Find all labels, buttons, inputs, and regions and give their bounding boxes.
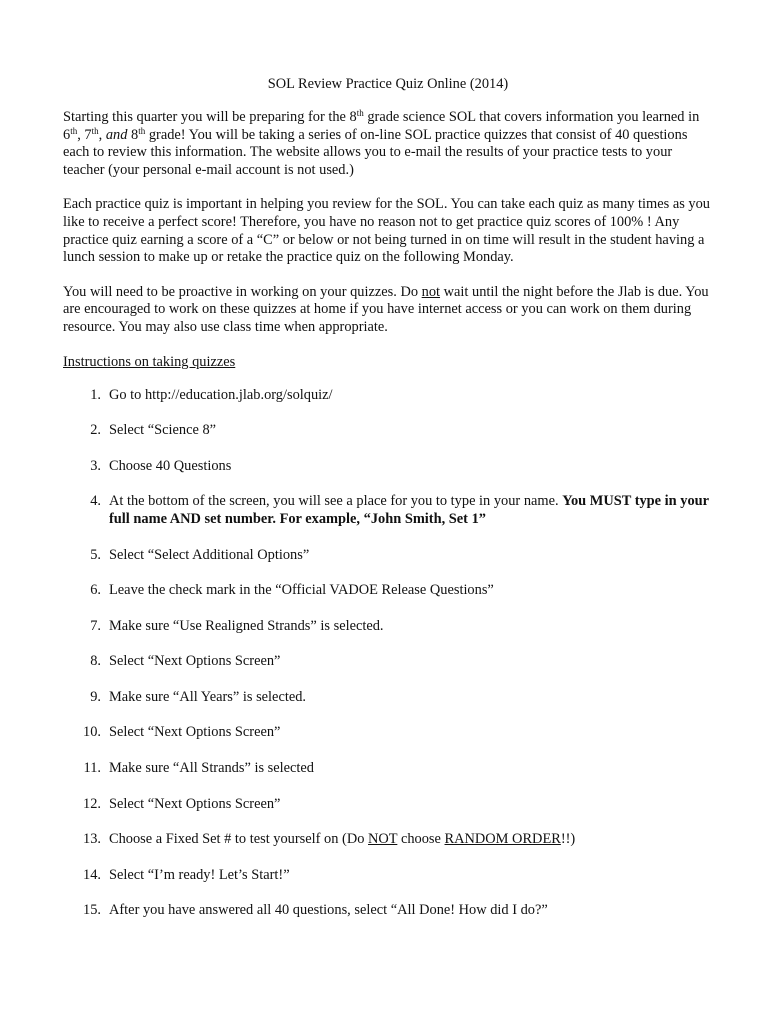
scoring-paragraph: Each practice quiz is important in helping you review for the SOL. You can take each quiz as many times as you like to receive a perfect score! Therefore, you have no reason not to get practice quiz scores of 100% ! Any practice quiz earning a score of a “C” or below or not being turned in on time will result in the student having a lunch session to make up or retake the practice quiz on the following Monday. [63,196,711,266]
text-run: Choose a Fixed Set # to test yourself on (Do [109,831,369,848]
text-run: choose [397,831,445,848]
instructions-heading: Instructions on taking quizzes [63,353,236,370]
underlined-text: NOT [368,831,398,848]
step-text: Select “Science 8” [109,422,217,439]
step-text: Select “Next Options Screen” [109,724,281,741]
step-number: 11. [83,760,101,777]
list-item [63,458,713,476]
list-item [63,796,713,814]
list-item [63,547,713,565]
step-number: 10. [83,724,101,741]
step-text: Leave the check mark in the “Official VADOE Release Questions” [109,582,494,599]
step-text: After you have answered all 40 questions, select “All Done! How did I do?” [109,902,548,919]
superscript: th [70,125,78,136]
step-text: Select “Next Options Screen” [109,653,281,670]
intro-paragraph [63,109,713,179]
proactive-paragraph [63,284,713,337]
list-item [63,493,713,528]
list-item [63,618,713,636]
step-text: Select “Next Options Screen” [109,795,281,812]
step-text: Select “Select Additional Options” [109,546,310,563]
step-text: Choose 40 Questions [109,457,232,474]
list-item [63,582,713,600]
text-run: Starting this quarter you will be preparing for the 8 [63,109,357,125]
instructions-list [63,387,713,921]
step-number: 1. [90,386,101,403]
step-number: 15. [83,902,101,919]
step-text: Select “I’m ready! Let’s Start!” [109,866,290,883]
superscript: th [138,125,146,136]
underlined-text: not [421,283,441,300]
step-text [109,493,713,528]
text-run: wait until the night before the Jlab is due. You are encouraged to work on these quizzes at home if you have internet access or you can work on them during resource. You may also use class time when appropriate. [63,283,709,335]
list-item [63,689,713,707]
text-run: grade! You will be taking a series of on-line SOL practice quizzes that consist of 40 questions each to review this information. The website allows you to e-mail the results of your practice tests to your teacher (your personal e-mail account is not used.) [63,126,688,178]
step-number: 3. [90,457,101,474]
list-item [63,387,713,405]
document-page [63,76,713,920]
step-number: 13. [83,831,101,848]
step-number: 5. [90,546,101,563]
document-title: SOL Review Practice Quiz Online (2014) [267,76,509,92]
step-number: 14. [83,866,101,883]
text-run: , [98,126,106,143]
bold-text: You MUST type in your full name AND set number. For example, “John Smith, Set 1” [109,493,709,527]
text-run: !!) [560,831,576,848]
text-run: grade science SOL that covers information you learned in 6 [63,109,700,143]
step-text: Make sure “All Years” is selected. [109,688,307,705]
step-number: 7. [90,617,101,634]
text-run: At the bottom of the screen, you will see a place for you to type in your name. [109,493,563,510]
step-text: Go to http://education.jlab.org/solquiz/ [109,386,333,403]
step-text: Make sure “All Strands” is selected [109,760,315,777]
step-number: 4. [90,493,101,510]
text-run: 8 [127,126,139,143]
superscript: th [356,108,364,118]
list-item [63,831,713,849]
text-run: You will need to be proactive in working on your quizzes. Do [63,283,422,300]
step-number: 6. [90,582,101,599]
step-number: 8. [90,653,101,670]
step-number: 9. [90,688,101,705]
list-item [63,760,713,778]
underlined-text: RANDOM ORDER [444,831,561,848]
list-item [63,867,713,885]
list-item [63,653,713,671]
step-number: 12. [83,795,101,812]
list-item [63,902,713,920]
list-item [63,724,713,742]
step-number: 2. [90,422,101,439]
step-text: Make sure “Use Realigned Strands” is selected. [109,617,384,634]
italic-text: and [105,126,128,143]
superscript: th [91,125,99,136]
step-text [109,831,713,849]
text-run: , 7 [77,126,92,143]
list-item [63,422,713,440]
